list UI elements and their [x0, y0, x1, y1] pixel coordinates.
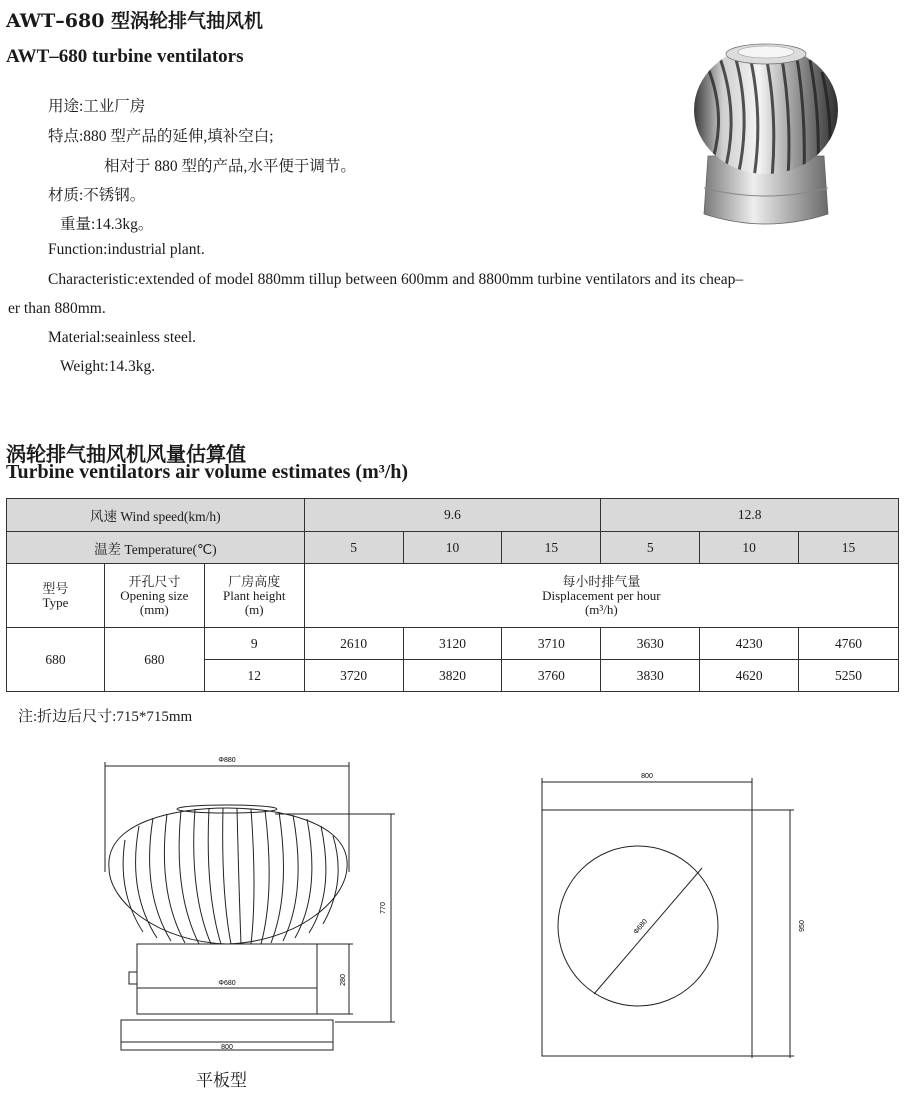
estimates-table [6, 498, 899, 692]
feature-cn-2: 相对于 880 型的产品,水平便于调节。 [104, 158, 356, 175]
value-cell: 4620 [700, 660, 799, 692]
note: 注:折边后尺寸:715*715mm [18, 709, 193, 725]
dim-base-height-label: 280 [340, 974, 347, 986]
col-type-cn: 型号 [42, 580, 69, 596]
col-disp-en: Displacement per hour [542, 587, 661, 603]
height-cell: 12 [204, 660, 304, 692]
dim-height-label: 770 [380, 902, 387, 914]
opening-cell: 680 [104, 628, 204, 692]
wind-speed-row [7, 499, 899, 532]
column-header-row [7, 564, 899, 628]
dim-top-label: Φ880 [218, 757, 236, 764]
wind-speed-cell: 12.8 [601, 499, 899, 532]
function-en: Function:industrial plant. [48, 241, 205, 258]
temperature-cell: 10 [403, 532, 502, 564]
col-opening-unit: (mm) [139, 601, 169, 617]
value-cell: 3760 [502, 660, 601, 692]
weight-cn: 重量:14.3kg。 [60, 216, 154, 233]
temperature-cell: 10 [700, 532, 799, 564]
plan-width-label: 800 [641, 773, 653, 780]
wind-speed-label: 风速 Wind speed(km/h) [7, 499, 305, 532]
temperature-cell: 5 [601, 532, 700, 564]
elevation-drawing [95, 752, 415, 1062]
characteristic-en-2: er than 880mm. [8, 300, 106, 317]
value-cell: 4230 [700, 628, 799, 660]
col-opening-en: Opening size [120, 587, 189, 603]
col-type-en: Type [42, 594, 69, 610]
col-height-header [204, 564, 304, 628]
use-cn: 用途:工业厂房 [48, 98, 146, 115]
col-opening-header [104, 564, 204, 628]
value-cell: 3720 [304, 660, 403, 692]
ventilator-photo [688, 38, 844, 230]
col-opening-cn: 开孔尺寸 [128, 573, 181, 589]
table-row [7, 628, 899, 660]
value-cell: 3820 [403, 660, 502, 692]
title-en: AWT–680 turbine ventilators [6, 46, 244, 67]
estimates-title-cn: 涡轮排气抽风机风量估算值 [6, 442, 246, 466]
title-cn: AWT–680 型涡轮排气抽风机 [6, 10, 264, 32]
material-cn: 材质:不锈钢。 [48, 187, 146, 204]
weight-en: Weight:14.3kg. [60, 358, 156, 375]
wind-speed-cell: 9.6 [304, 499, 601, 532]
plan-drawing [530, 764, 820, 1064]
col-displacement-header [304, 564, 898, 628]
characteristic-en-1: Characteristic:extended of model 880mm tillup between 600mm and 8800mm turbine ventilators and its cheap– [48, 271, 744, 288]
value-cell: 3830 [601, 660, 700, 692]
temperature-cell: 15 [799, 532, 899, 564]
dim-flange-label: 800 [221, 1044, 233, 1051]
temperature-label: 温差 Temperature(℃) [7, 532, 305, 564]
plan-height-label: 950 [799, 920, 806, 932]
material-en: Material:seainless steel. [48, 329, 197, 346]
feature-cn-1: 特点:880 型产品的延伸,填补空白; [48, 128, 274, 145]
temperature-cell: 15 [502, 532, 601, 564]
dim-base-label: Φ680 [218, 980, 236, 987]
estimates-title-en: Turbine ventilators air volume estimates (m³/h) [6, 461, 409, 483]
value-cell: 3630 [601, 628, 700, 660]
col-disp-cn: 每小时排气量 [562, 573, 641, 589]
value-cell: 2610 [304, 628, 403, 660]
col-height-en: Plant height [222, 587, 286, 603]
col-height-unit: (m) [244, 601, 264, 617]
value-cell: 4760 [799, 628, 899, 660]
col-height-cn: 厂房高度 [228, 573, 281, 589]
height-cell: 9 [204, 628, 304, 660]
temperature-cell: 5 [304, 532, 403, 564]
drawing-caption: 平板型 [196, 1071, 247, 1091]
type-cell: 680 [7, 628, 105, 692]
value-cell: 3120 [403, 628, 502, 660]
temperature-row [7, 532, 899, 564]
plan-dia-label: Φ680 [632, 918, 650, 936]
value-cell: 5250 [799, 660, 899, 692]
col-disp-unit: (m³/h) [584, 601, 618, 617]
col-type-header [7, 564, 105, 628]
value-cell: 3710 [502, 628, 601, 660]
